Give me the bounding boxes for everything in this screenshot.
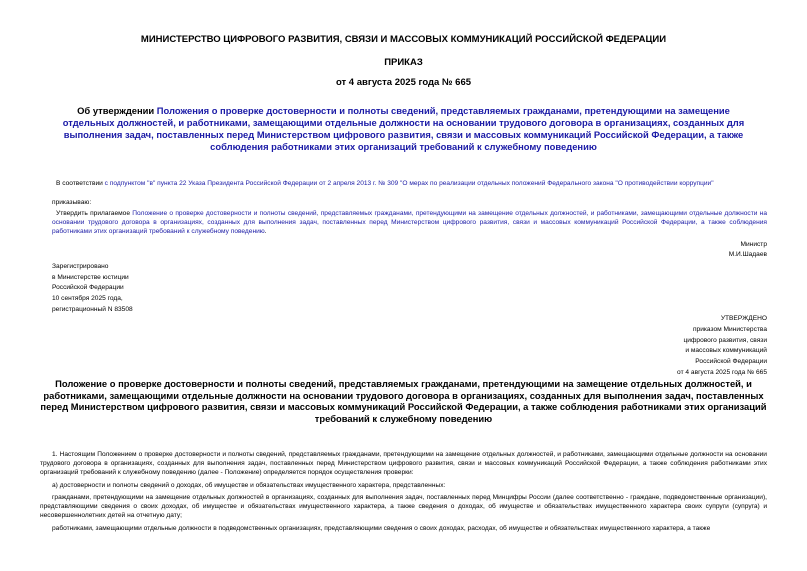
order-title bbox=[52, 105, 755, 153]
registration-line: 10 сентября 2025 года, bbox=[52, 295, 123, 303]
approved-line: УТВЕРЖДЕНО bbox=[720, 315, 767, 322]
document-type: ПРИКАЗ bbox=[384, 57, 423, 68]
registration-line: в Министерстве юстиции bbox=[52, 273, 129, 281]
signature-position: Министр bbox=[740, 241, 767, 248]
body-paragraph: работниками, замещающими отдельные должности в подведомственных организациях, представляющими сведения о своих доходах, расходах, об имуществе и обязательствах имущественного характера, а также bbox=[52, 524, 711, 532]
approved-line: от 4 августа 2025 года № 665 bbox=[677, 368, 767, 376]
title-prefix: Об утверждении bbox=[77, 105, 157, 116]
approve-paragraph bbox=[52, 209, 767, 236]
registration-line: регистрационный N 83508 bbox=[52, 305, 133, 313]
regulation-link[interactable]: Положение о проверке достоверности и полноты сведений, представляемых гражданами, претендующими на замещение отдельных должностей, и работниками, замещающими отдельные должности на основании трудового договора в организациях, созданных для выполнения задач, поставленных перед Министерством цифрового развития, связи и массовых коммуникаций Российской Федерации, а также соблюдения работниками этих организаций требований к служебному поведению bbox=[52, 210, 767, 235]
registration-line: Зарегистрировано bbox=[52, 263, 109, 270]
decree-reference-link[interactable]: с подпунктом "в" пункта 22 Указа Президента Российской Федерации от 2 апреля 2013 г. № 309 "О мерах по реализации отдельных положений Федерального закона "О противодействии коррупции" bbox=[104, 180, 714, 187]
approved-line: Российской Федерации bbox=[695, 358, 767, 366]
body-paragraph: 1. Настоящим Положением о проверке достоверности и полноты сведений, представляемых гражданами, претендующими на замещение отдельных должностей, и работниками, замещающими отдельные должности на основании трудового договора в организациях, созданных для выполнения задач, поставленных перед Министерством цифрового развития, связи и массовых коммуникаций Российской Федерации, а также соблюдения работниками этих организаций требований к служебному поведению (далее - Положение) определяется порядок осуществления проверки: bbox=[40, 451, 767, 476]
basis-prefix: В соответствии bbox=[56, 180, 105, 187]
signature-name: М.И.Шадаев bbox=[728, 251, 767, 258]
decree-word: приказываю: bbox=[52, 199, 92, 206]
regulation-body bbox=[40, 450, 767, 536]
body-paragraph: гражданами, претендующими на замещение отдельных должностей в организациях, созданных для выполнения задач, поставленных перед Минцифры России (далее соответственно - граждане, подведомственные организации), представляющими сведения о своих доходах, об имуществе и обязательствах имущественного характера, а также сведения о доходах, об имуществе и обязательствах имущественного характера своих супруги (супруга) и несовершеннолетних детей на отчетную дату; bbox=[40, 494, 767, 519]
preamble-basis bbox=[52, 179, 767, 188]
registration-block bbox=[52, 262, 133, 316]
body-paragraph: а) достоверности и полноты сведений о доходах, об имуществе и обязательствах имущественного характера, представленных: bbox=[52, 481, 446, 489]
approved-line: приказом Министерства bbox=[692, 325, 767, 333]
approved-line: цифрового развития, связи bbox=[683, 336, 767, 344]
title-regulation-link[interactable]: Положения о проверке достоверности и полноты сведений, представляемых гражданами, претендующими на замещение отдельных должностей, и работниками, замещающими отдельные должности на основании трудового договора в организациях, созданных для выполнения задач, поставленных перед Министерством цифрового развития, связи и массовых коммуникаций Российской Федерации, а также соблюдения работниками этих организаций требований к служебному поведению bbox=[62, 105, 745, 152]
regulation-title: Положение о проверке достоверности и полноты сведений, представляемых гражданами, претендующими на замещение отдельных должностей, и работниками, замещающими отдельные должности на основании трудового договора в организациях, созданных для выполнения задач, поставленных перед Министерством цифрового развития, связи и массовых коммуникаций Российской Федерации, а также соблюдения работниками этих организаций требований к служебному поведению bbox=[40, 378, 767, 424]
approved-line: и массовых коммуникаций bbox=[685, 347, 767, 355]
approve-prefix: Утвердить прилагаемое bbox=[56, 210, 133, 217]
approved-block bbox=[677, 314, 767, 379]
approve-suffix: . bbox=[264, 228, 267, 235]
registration-line: Российской Федерации bbox=[52, 284, 124, 292]
order-date-number: от 4 августа 2025 года № 665 bbox=[335, 77, 472, 88]
ministry-heading: МИНИСТЕРСТВО ЦИФРОВОГО РАЗВИТИЯ, СВЯЗИ И МАССОВЫХ КОММУНИКАЦИЙ РОССИЙСКОЙ ФЕДЕРАЦИИ bbox=[140, 34, 667, 45]
